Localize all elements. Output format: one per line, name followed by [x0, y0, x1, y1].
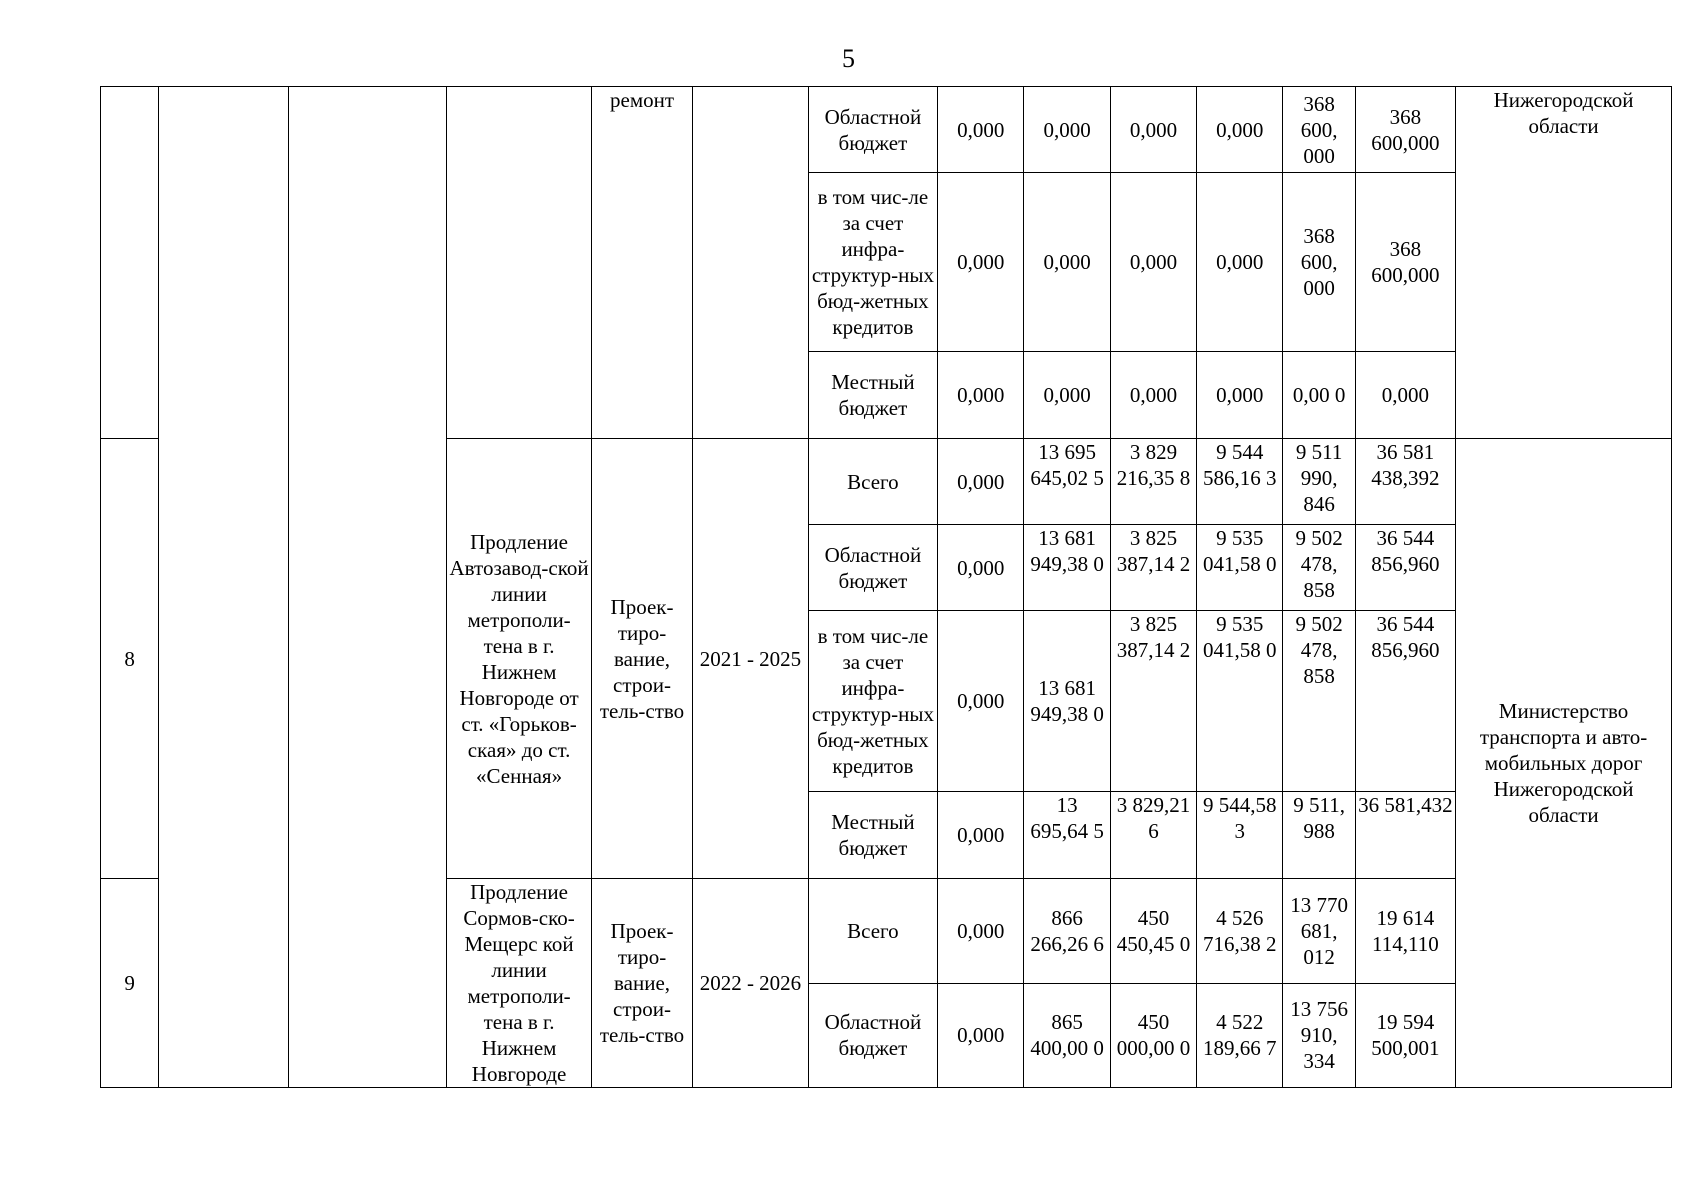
empty-cell	[288, 87, 447, 1088]
period-cell: 2021 - 2025	[693, 439, 808, 879]
value-cell: 9 511, 988	[1283, 792, 1355, 879]
value-cell: 0,000	[1024, 87, 1110, 173]
value-cell: 0,000	[1197, 173, 1283, 352]
funding-source-cell: Всего	[808, 879, 937, 984]
project-name-cell: Продление Автозавод-ской линии метрополи-тена в г. Нижнем Новгороде от ст. «Горьков-ская» до ст. «Сенная»	[447, 439, 592, 879]
value-cell: 36 544 856,960	[1355, 525, 1455, 611]
funding-source-cell: Всего	[808, 439, 937, 525]
value-cell: 9 544,58 3	[1197, 792, 1283, 879]
value-cell: 0,000	[938, 173, 1024, 352]
value-cell: 3 829,21 6	[1110, 792, 1196, 879]
value-cell: 0,000	[938, 352, 1024, 439]
value-cell: 36 581,432	[1355, 792, 1455, 879]
empty-cell	[447, 87, 592, 439]
value-cell: 3 825 387,14 2	[1110, 611, 1196, 792]
value-cell: 13 695,64 5	[1024, 792, 1110, 879]
value-cell: 0,000	[1197, 352, 1283, 439]
value-cell: 4 522 189,66 7	[1197, 983, 1283, 1088]
funding-source-cell: Местный бюджет	[808, 792, 937, 879]
funding-source-cell: в том чис-ле за счет инфра-структур-ных бюд-жетных кредитов	[808, 611, 937, 792]
row-number-cell: 8	[101, 439, 159, 879]
value-cell: 0,00 0	[1283, 352, 1355, 439]
value-cell: 368 600,000	[1355, 173, 1455, 352]
responsible-cell: Нижегородской области	[1456, 87, 1672, 439]
value-cell: 36 544 856,960	[1355, 611, 1455, 792]
value-cell: 3 825 387,14 2	[1110, 525, 1196, 611]
period-cell: 2022 - 2026	[693, 879, 808, 1088]
empty-cell	[159, 87, 288, 1088]
value-cell: 0,000	[938, 792, 1024, 879]
funding-source-cell: Областной бюджет	[808, 87, 937, 173]
value-cell: 0,000	[1355, 352, 1455, 439]
row-number-cell: 9	[101, 879, 159, 1088]
value-cell: 0,000	[1110, 87, 1196, 173]
responsible-cell: Министерство транспорта и авто-мобильных дорог Нижегородской области	[1456, 439, 1672, 1088]
value-cell: 0,000	[938, 439, 1024, 525]
value-cell: 19 614 114,110	[1355, 879, 1455, 984]
value-cell: 368 600, 000	[1283, 173, 1355, 352]
value-cell: 0,000	[938, 983, 1024, 1088]
value-cell: 9 544 586,16 3	[1197, 439, 1283, 525]
value-cell: 0,000	[938, 611, 1024, 792]
period-cell	[693, 87, 808, 439]
value-cell: 0,000	[1110, 352, 1196, 439]
value-cell: 368 600,000	[1355, 87, 1455, 173]
value-cell: 9 502 478, 858	[1283, 611, 1355, 792]
value-cell: 0,000	[1024, 173, 1110, 352]
work-type-cell: Проек-тиро-вание, строи-тель-ство	[591, 879, 692, 1088]
value-cell: 3 829 216,35 8	[1110, 439, 1196, 525]
value-cell: 0,000	[938, 525, 1024, 611]
row-number-cell	[101, 87, 159, 439]
value-cell: 450 000,00 0	[1110, 983, 1196, 1088]
value-cell: 0,000	[1110, 173, 1196, 352]
value-cell: 13 770 681, 012	[1283, 879, 1355, 984]
work-type-cell: ремонт	[591, 87, 692, 439]
value-cell: 368 600, 000	[1283, 87, 1355, 173]
funding-source-cell: Областной бюджет	[808, 983, 937, 1088]
value-cell: 450 450,45 0	[1110, 879, 1196, 984]
value-cell: 9 535 041,58 0	[1197, 525, 1283, 611]
value-cell: 866 266,26 6	[1024, 879, 1110, 984]
funding-source-cell: в том чис-ле за счет инфра-структур-ных бюд-жетных кредитов	[808, 173, 937, 352]
value-cell: 0,000	[938, 879, 1024, 984]
value-cell: 0,000	[1197, 87, 1283, 173]
value-cell: 9 502 478, 858	[1283, 525, 1355, 611]
value-cell: 19 594 500,001	[1355, 983, 1455, 1088]
value-cell: 13 756 910, 334	[1283, 983, 1355, 1088]
value-cell: 13 695 645,02 5	[1024, 439, 1110, 525]
value-cell: 865 400,00 0	[1024, 983, 1110, 1088]
page-number: 5	[842, 44, 855, 73]
value-cell: 9 511 990, 846	[1283, 439, 1355, 525]
value-cell: 36 581 438,392	[1355, 439, 1455, 525]
value-cell: 0,000	[1024, 352, 1110, 439]
funding-source-cell: Областной бюджет	[808, 525, 937, 611]
value-cell: 9 535 041,58 0	[1197, 611, 1283, 792]
budget-table	[100, 86, 1672, 1088]
value-cell: 0,000	[938, 87, 1024, 173]
work-type-cell: Проек-тиро-вание, строи-тель-ство	[591, 439, 692, 879]
funding-source-cell: Местный бюджет	[808, 352, 937, 439]
value-cell: 13 681 949,38 0	[1024, 525, 1110, 611]
value-cell: 4 526 716,38 2	[1197, 879, 1283, 984]
table-row	[101, 87, 1672, 173]
project-name-cell: Продление Сормов-ско-Мещерс кой линии метрополи-тена в г. Нижнем Новгороде	[447, 879, 592, 1088]
value-cell: 13 681 949,38 0	[1024, 611, 1110, 792]
